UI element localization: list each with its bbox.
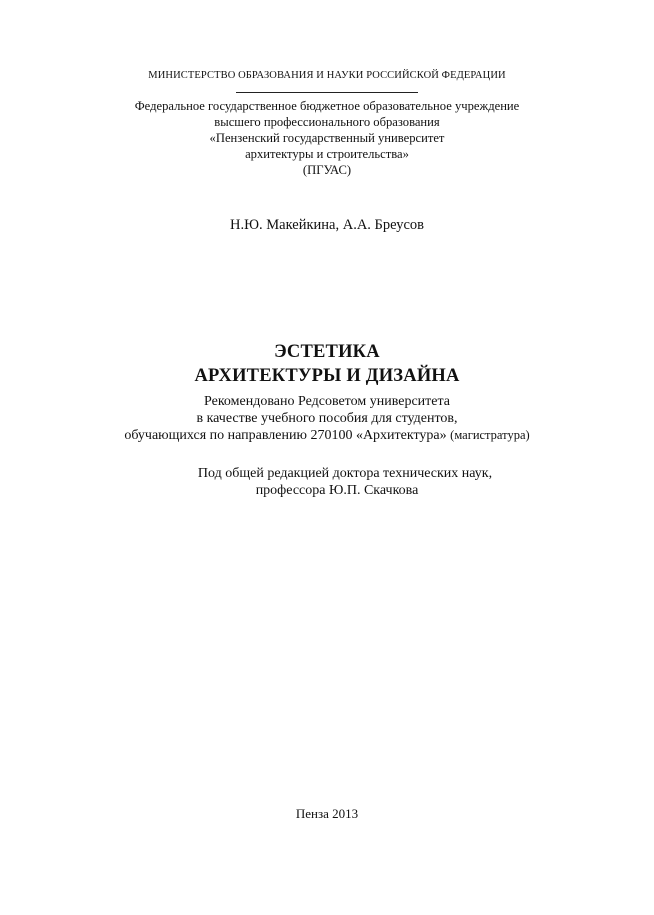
ministry-heading: МИНИСТЕРСТВО ОБРАЗОВАНИЯ И НАУКИ РОССИЙСКОЙ ФЕДЕРАЦИИ — [148, 70, 506, 81]
imprint-city-year: Пенза 2013 — [295, 806, 359, 821]
recommendation-line-3-main: обучающихся по направлению 270100 «Архитектура» — [124, 428, 447, 443]
institution-line-1: Федеральное государственное бюджетное образовательное учреждение — [134, 99, 520, 113]
recommendation-line-2: в качестве учебного пособия для студентов, — [196, 411, 458, 426]
recommendation-line-1: Рекомендовано Редсоветом университета — [204, 394, 450, 409]
book-title-line-2: АРХИТЕКТУРЫ И ДИЗАЙНА — [194, 366, 460, 386]
recommendation-line-3 — [0, 427, 654, 444]
book-title-line-1: ЭСТЕТИКА — [274, 342, 380, 362]
editor-line-2: профессора Ю.П. Скачкова — [255, 483, 419, 498]
institution-line-3: «Пензенский государственный университет — [209, 131, 445, 145]
recommendation-degree-note: (магистратура) — [450, 428, 530, 442]
authors: Н.Ю. Макейкина, А.А. Бреусов — [230, 217, 424, 233]
institution-line-4: архитектуры и строительства» — [245, 147, 409, 161]
institution-line-2: высшего профессионального образования — [214, 115, 440, 129]
header-divider — [236, 92, 418, 93]
editor-line-1: Под общей редакцией доктора технических наук, — [197, 466, 493, 481]
institution-abbreviation: (ПГУАС) — [302, 163, 352, 177]
